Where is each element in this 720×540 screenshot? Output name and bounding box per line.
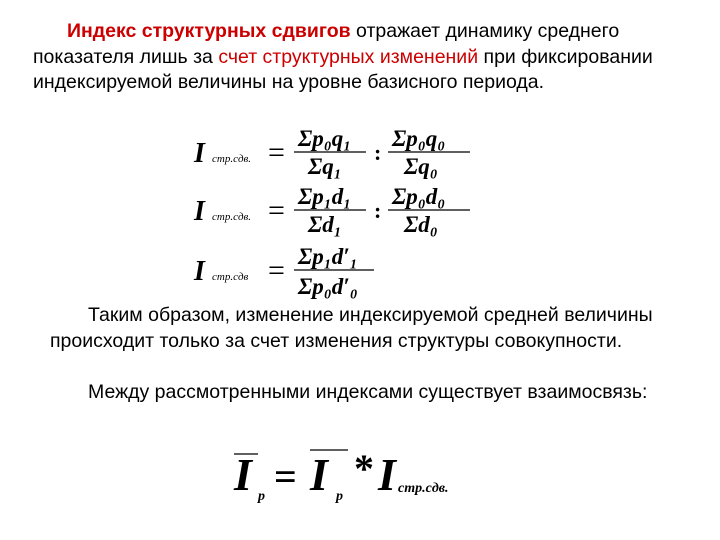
intro-text-2: при фиксировании индексируемой величины на уровне базисного периода. [33, 45, 653, 93]
relation-mid: I [310, 449, 328, 500]
formula-1-lhs: I [194, 138, 205, 169]
intro-text-1: отражает динамику среднего показателя лишь за [33, 20, 620, 68]
formula-2-b-den: Σd₀ [404, 212, 438, 237]
formula-2 [190, 184, 480, 240]
relation-mid-sub: p [336, 489, 343, 504]
relation-intro-paragraph: Между рассмотренными индексами существует взаимосвязь: [88, 381, 648, 403]
formula-2-lhs-sub: стр.сдв. [212, 211, 252, 223]
relation-lhs-sub: p [258, 489, 265, 504]
formula-3-den: Σp₀d′₀ [298, 274, 358, 299]
structural-changes-highlight: счет структурных изменений [218, 45, 479, 68]
formula-2-lhs: I [194, 196, 205, 227]
formula-2-colon: : [374, 198, 382, 223]
intro-paragraph [33, 19, 708, 96]
formula-1-a-num: Σp₀q₁ [298, 126, 352, 151]
formula-1-lhs-sub: стр.сдв. [212, 153, 252, 165]
formula-1-b-den: Σq₀ [404, 154, 438, 179]
formula-1 [190, 124, 480, 180]
formula-3-num: Σp₁d′₁ [298, 244, 358, 269]
conclusion-paragraph: Таким образом, изменение индексируемой средней величины происходит только за счет изменения структуры совокупности. [50, 304, 653, 352]
formula-1-colon: : [374, 140, 382, 165]
formula-3 [190, 244, 390, 302]
term-highlight: Индекс структурных сдвигов [67, 20, 351, 42]
formula-1-a-den: Σq₁ [308, 154, 342, 179]
formula-2-eq: = [268, 194, 285, 227]
formula-3-lhs-sub: стр.сдв [212, 271, 249, 283]
formula-1-eq: = [268, 136, 285, 169]
relation-lhs: I [234, 449, 252, 500]
formula-1-b-num: Σp₀q₀ [392, 126, 446, 151]
relation-eq: = [274, 454, 297, 499]
formula-2-a-num: Σp₁d₁ [298, 184, 352, 209]
formula-3-lhs: I [194, 256, 205, 287]
relation-formula [228, 440, 488, 510]
relation-rhs: I [378, 449, 396, 500]
formula-3-eq: = [268, 254, 285, 287]
relation-op: * [354, 446, 374, 491]
relation-rhs-sub: стр.сдв. [398, 481, 449, 496]
formula-2-a-den: Σd₁ [308, 212, 342, 237]
formula-2-b-num: Σp₀d₀ [392, 184, 446, 209]
